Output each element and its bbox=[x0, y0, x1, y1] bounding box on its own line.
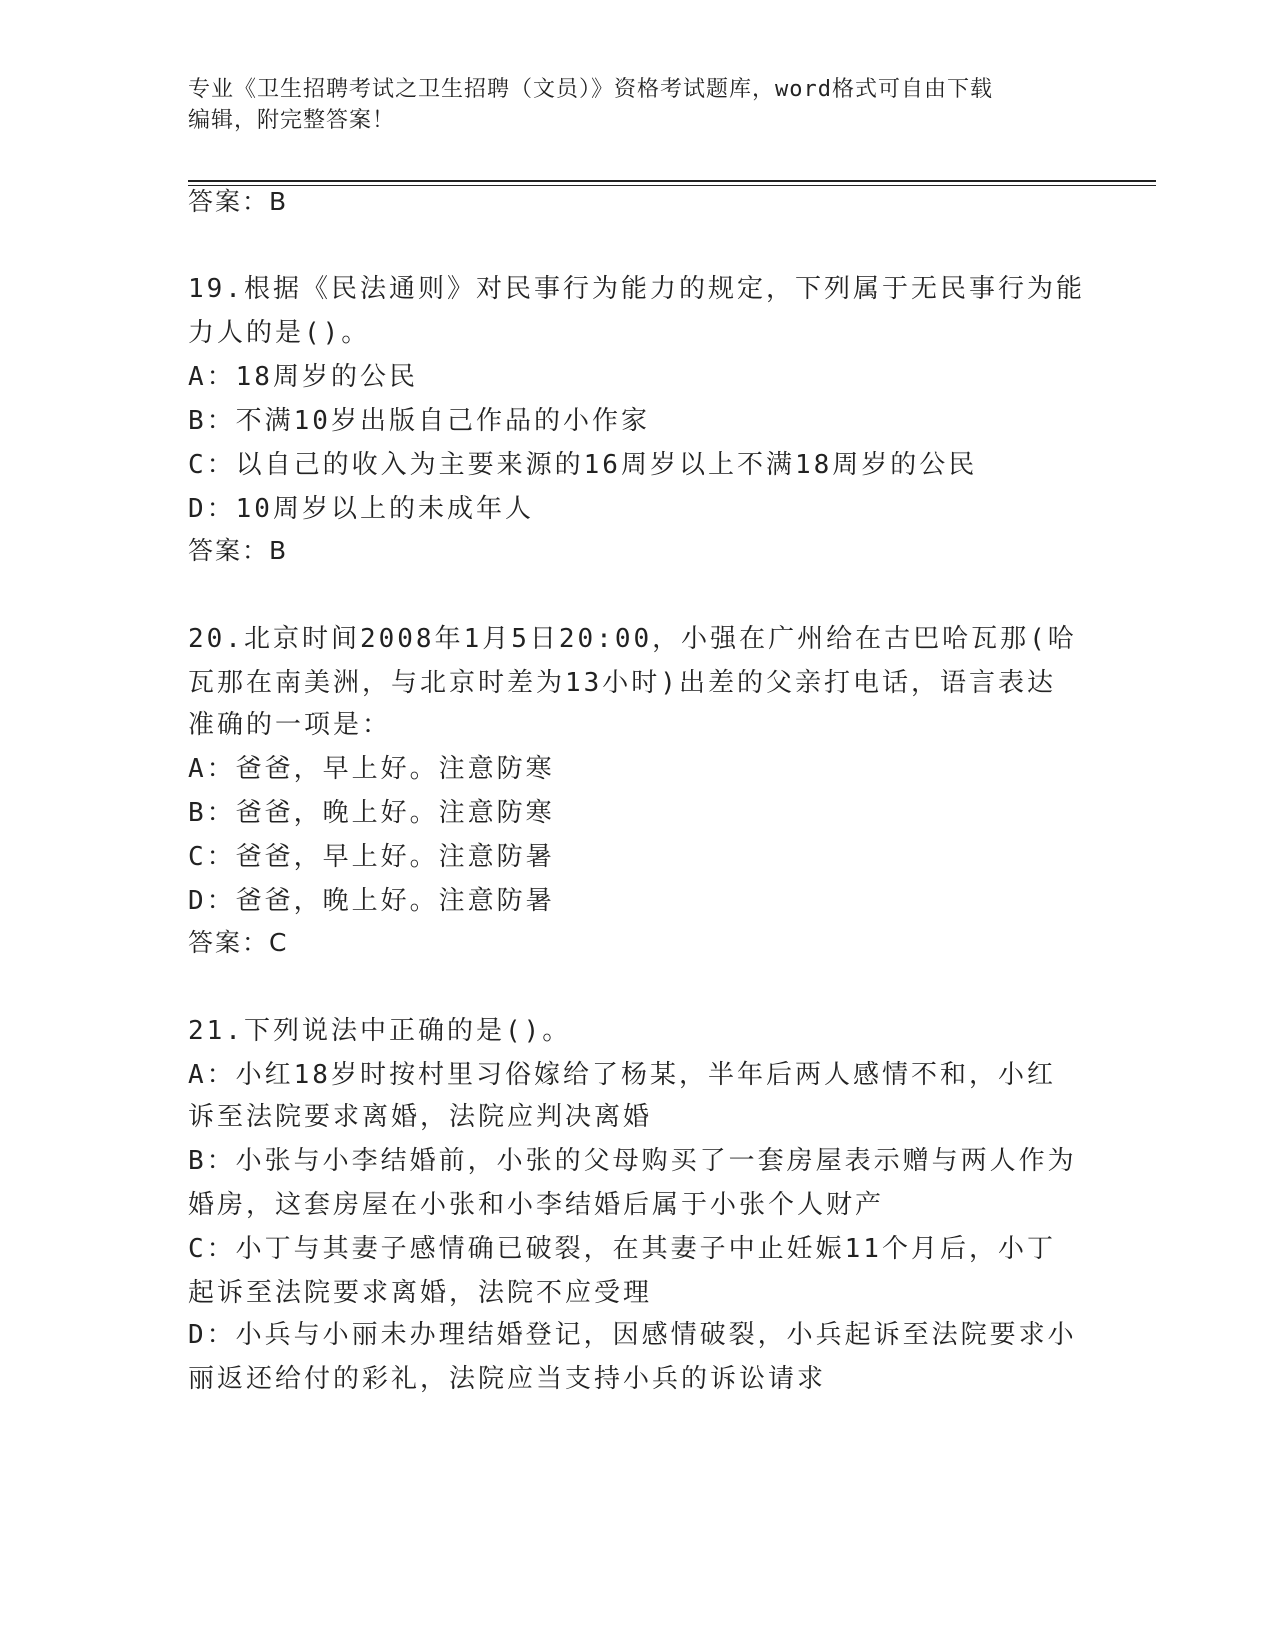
question-21-option-a-line-1: A：小红18岁时按村里习俗嫁给了杨某，半年后两人感情不和，小红 bbox=[188, 1060, 1056, 1090]
question-21-option-a-line-2: 诉至法院要求离婚，法院应判决离婚 bbox=[188, 1102, 653, 1132]
question-19-option-a: A：18周岁的公民 bbox=[188, 362, 418, 392]
header-line-1: 专业《卫生招聘考试之卫生招聘（文员）》资格考试题库，word格式可自由下载 bbox=[188, 77, 993, 102]
question-19-option-d: D：10周岁以上的未成年人 bbox=[188, 494, 534, 524]
question-19-option-b: B：不满10岁出版自己作品的小作家 bbox=[188, 406, 650, 436]
answer-label: 答案：B bbox=[188, 187, 289, 216]
header-divider-thick bbox=[188, 180, 1156, 182]
header-line-2: 编辑，附完整答案！ bbox=[188, 108, 396, 133]
question-19-answer: 答案：B bbox=[188, 536, 289, 565]
question-20-stem-line-1: 20.北京时间2008年1月5日20:00，小强在广州给在古巴哈瓦那(哈 bbox=[188, 624, 1077, 654]
question-19-option-c: C：以自己的收入为主要来源的16周岁以上不满18周岁的公民 bbox=[188, 450, 978, 480]
question-21-option-d-line-1: D：小兵与小丽未办理结婚登记，因感情破裂，小兵起诉至法院要求小 bbox=[188, 1320, 1077, 1350]
question-19-stem-line-1: 19.根据《民法通则》对民事行为能力的规定，下列属于无民事行为能 bbox=[188, 274, 1085, 304]
question-20-option-b: B：爸爸，晚上好。注意防寒 bbox=[188, 798, 555, 828]
question-21-option-b-line-2: 婚房，这套房屋在小张和小李结婚后属于小张个人财产 bbox=[188, 1190, 885, 1220]
question-20-option-d: D：爸爸，晚上好。注意防暑 bbox=[188, 886, 555, 916]
question-20-option-c: C：爸爸，早上好。注意防暑 bbox=[188, 842, 555, 872]
question-21-stem: 21.下列说法中正确的是()。 bbox=[188, 1016, 572, 1046]
question-21-option-c-line-2: 起诉至法院要求离婚，法院不应受理 bbox=[188, 1278, 653, 1308]
question-20-stem-line-3: 准确的一项是： bbox=[188, 710, 392, 740]
document-header bbox=[188, 74, 1088, 136]
question-19-stem-line-2: 力人的是()。 bbox=[188, 318, 371, 348]
question-21-option-b-line-1: B：小张与小李结婚前，小张的父母购买了一套房屋表示赠与两人作为 bbox=[188, 1146, 1077, 1176]
question-20-stem-line-2: 瓦那在南美洲，与北京时差为13小时)出差的父亲打电话，语言表达 bbox=[188, 668, 1056, 698]
header-divider-thin bbox=[188, 185, 1156, 186]
question-20-answer: 答案：C bbox=[188, 928, 289, 957]
question-21-option-d-line-2: 丽返还给付的彩礼，法院应当支持小兵的诉讼请求 bbox=[188, 1364, 827, 1394]
question-21-option-c-line-1: C：小丁与其妻子感情确已破裂，在其妻子中止妊娠11个月后，小丁 bbox=[188, 1234, 1056, 1264]
question-20-option-a: A：爸爸，早上好。注意防寒 bbox=[188, 754, 555, 784]
